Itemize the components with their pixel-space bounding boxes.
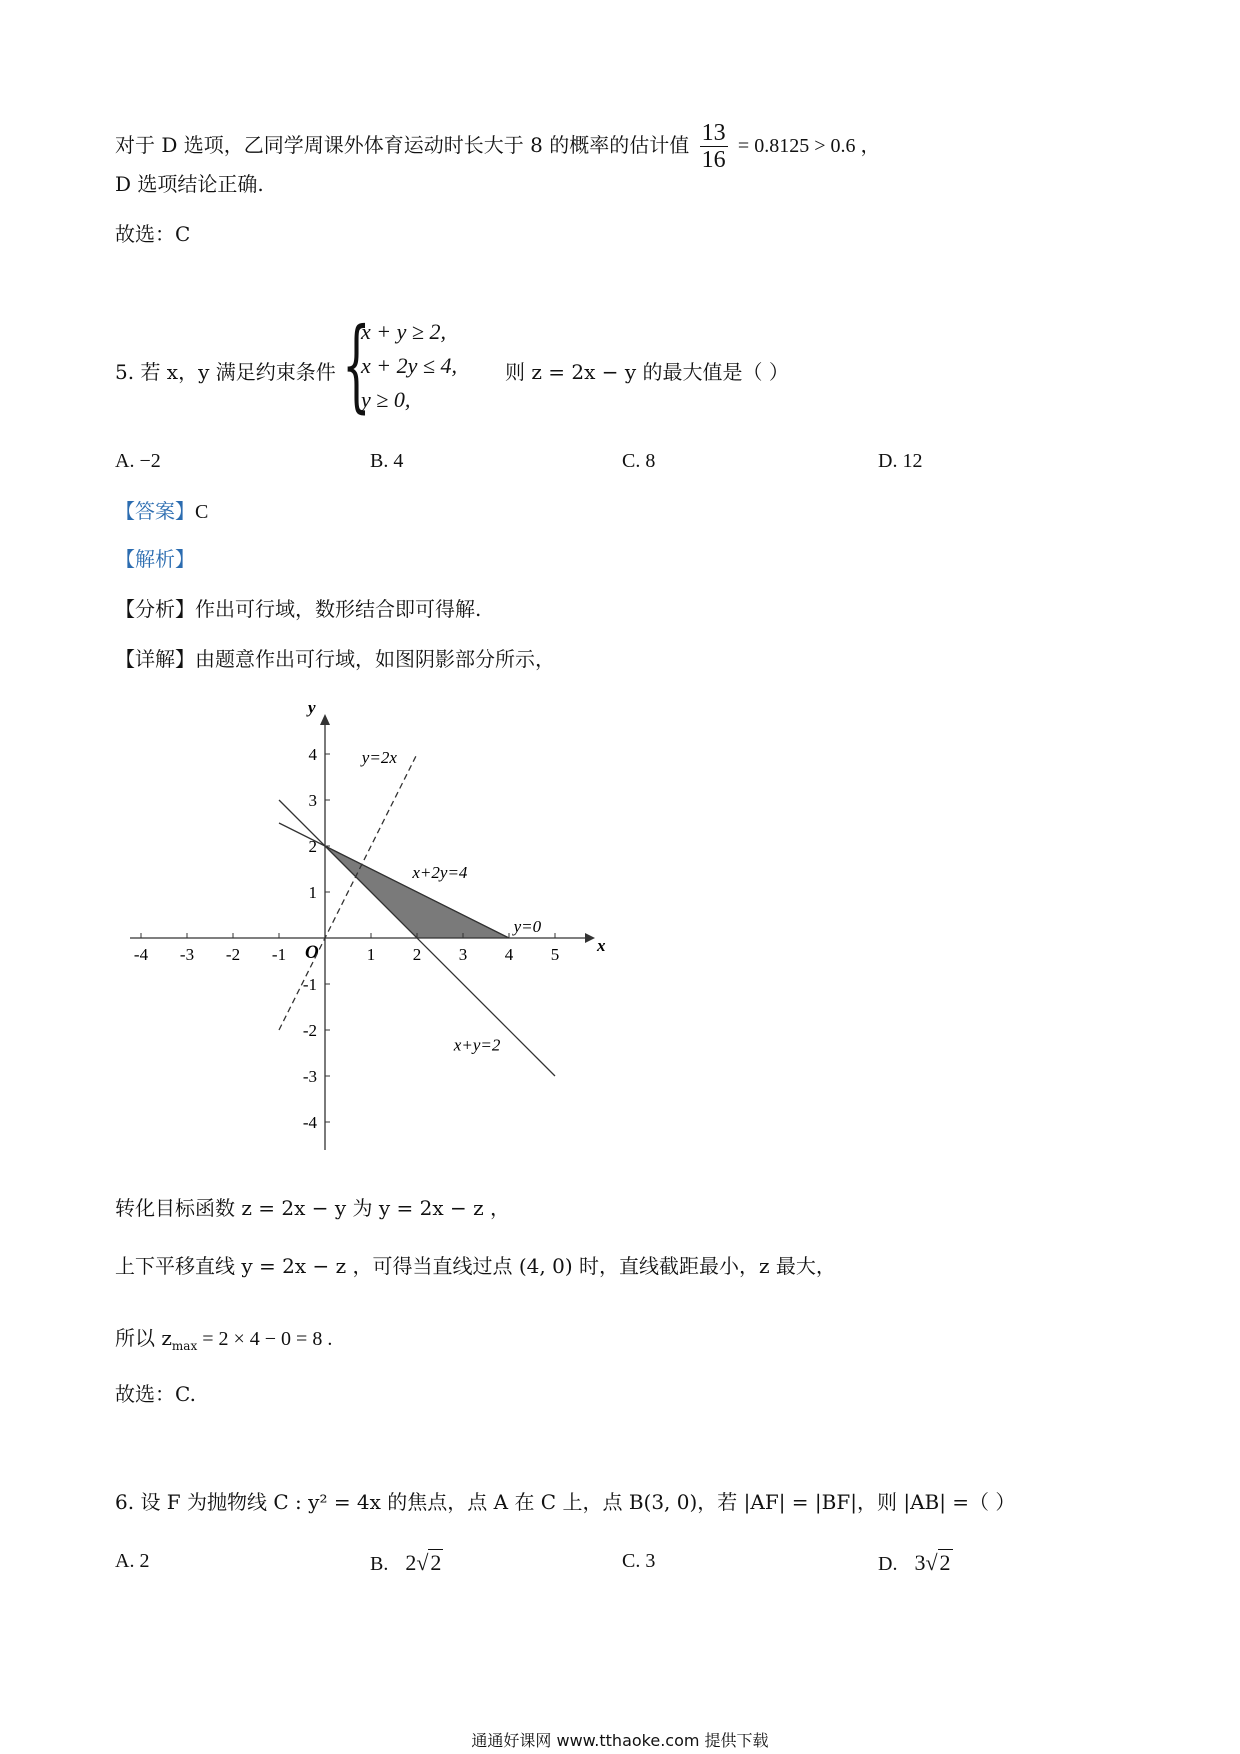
sqrt-symbol-b: √2 (416, 1550, 442, 1575)
x-tick-label: -4 (133, 945, 149, 964)
q6-option-d (878, 1550, 953, 1576)
answer-line (115, 497, 208, 526)
question-5-lead: 5. 若 x，y 满足约束条件 (115, 360, 336, 384)
q6-option-b-label: B. (370, 1553, 389, 1575)
solution-line-4: 故选：C. (115, 1382, 196, 1406)
solution-line-3 (115, 1324, 332, 1360)
sqrt-symbol-d: √2 (925, 1550, 951, 1575)
x-tick-label: -3 (179, 945, 195, 964)
x-tick-label: 3 (458, 945, 468, 964)
question-5-tail: 则 z = 2x − y 的最大值是（ ） (505, 360, 789, 384)
option-b: B. 4 (370, 450, 404, 472)
x-tick-label: -1 (271, 945, 287, 964)
constraint-system (361, 315, 457, 417)
y-tick-label: 3 (308, 791, 317, 810)
option-a: A. −2 (115, 450, 161, 472)
origin-label: O (305, 942, 319, 963)
line-label: y=0 (513, 917, 542, 937)
answer-tag: 【答案】 (115, 499, 195, 523)
text-line-d-option (115, 120, 880, 173)
text-line-choose-c: 故选：C (115, 222, 191, 246)
q6-option-c: C. 3 (622, 1550, 656, 1572)
x-tick-label: 5 (550, 945, 560, 964)
analysis-tag: 【解析】 (115, 547, 195, 571)
constraint-3: y ≥ 0, (361, 387, 411, 412)
q6-option-b-radicand: 2 (430, 1550, 442, 1575)
y-tick-label: 2 (308, 837, 317, 856)
option-c: C. 8 (622, 450, 656, 472)
brace-symbol: { (342, 306, 371, 423)
fraction (700, 120, 728, 173)
line-label: x+2y=4 (412, 863, 468, 883)
y-tick-label: 4 (308, 745, 317, 764)
x-tick-label: 4 (504, 945, 514, 964)
x-tick-label: 2 (412, 945, 422, 964)
answer-value: C (195, 501, 209, 523)
analysis-fenxi: 【分析】作出可行域，数形结合即可得解. (115, 597, 482, 621)
y-tick-label: -1 (302, 975, 317, 994)
line-label: y=2x (361, 748, 397, 768)
solution-3-suffix: = 2 × 4 − 0 = 8 . (197, 1328, 333, 1350)
q6-option-b-coef: 2 (405, 1550, 417, 1575)
solution-line-2: 上下平移直线 y = 2x − z ，可得当直线过点 (4, 0) 时，直线截距最小，z 最大， (115, 1254, 836, 1278)
solution-3-prefix: 所以 z (115, 1326, 172, 1350)
line-label: x+y=2 (453, 1035, 501, 1055)
q6-option-d-label: D. (878, 1553, 898, 1575)
q6-option-d-coef: 3 (914, 1550, 926, 1575)
option-d: D. 12 (878, 450, 923, 472)
q6-option-b (370, 1550, 443, 1576)
solution-line-1: 转化目标函数 z = 2x − y 为 y = 2x − z ， (115, 1196, 510, 1220)
feasible-region-chart (125, 700, 615, 1160)
y-tick-label: 1 (308, 883, 317, 902)
q6-option-a: A. 2 (115, 1550, 150, 1572)
d-option-prefix: 对于 D 选项，乙同学周课外体育运动时长大于 8 的概率的估计值 (115, 133, 690, 157)
fraction-numerator: 13 (701, 120, 726, 146)
analysis-xiangjie: 【详解】由题意作出可行域，如图阴影部分所示， (115, 647, 555, 671)
y-axis-arrow (320, 714, 330, 725)
x-axis-label: x (597, 936, 606, 955)
y-axis-label: y (308, 700, 316, 717)
y-tick-label: -3 (302, 1067, 317, 1086)
text-line-d-correct: D 选项结论正确. (115, 172, 264, 196)
x-tick-label: -2 (225, 945, 241, 964)
solution-3-subscript: max (171, 1339, 198, 1353)
line-x-2y-4 (279, 823, 509, 938)
x-tick-label: 1 (366, 945, 376, 964)
question-6-stem: 6. 设 F 为抛物线 C : y² = 4x 的焦点，点 A 在 C 上，点 B(3, 0)，若 |AF| = |BF|，则 |AB| =（ ） (115, 1490, 1016, 1514)
footer-watermark: 通通好课网 www.tthaoke.com 提供下载 (471, 1731, 769, 1750)
constraint-1: x + y ≥ 2, (361, 319, 446, 344)
fraction-denominator: 16 (701, 147, 726, 173)
x-axis-arrow (585, 933, 595, 943)
d-option-suffix: = 0.8125 > 0.6 ， (737, 135, 881, 157)
q6-option-d-radicand: 2 (939, 1550, 951, 1575)
y-tick-label: -4 (302, 1113, 317, 1132)
y-tick-label: -2 (302, 1021, 317, 1040)
constraint-2: x + 2y ≤ 4, (361, 353, 457, 378)
